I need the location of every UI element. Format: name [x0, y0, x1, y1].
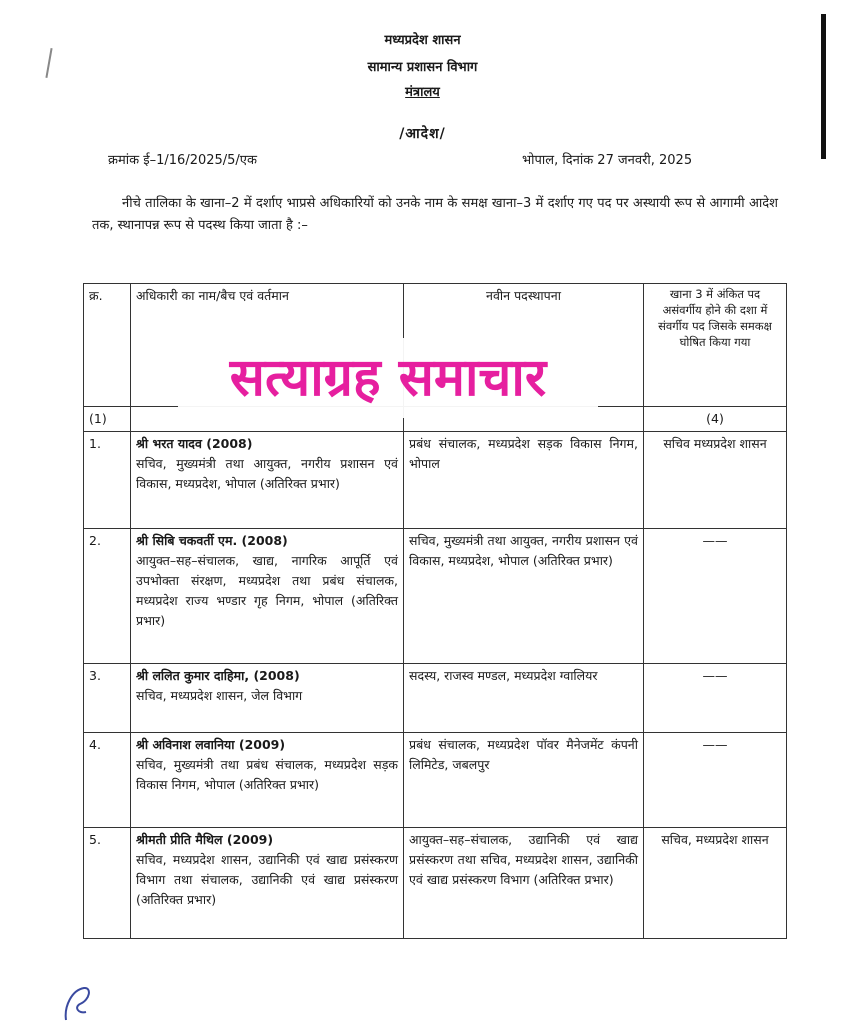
header-new-posting: नवीन पदस्थापना: [404, 284, 644, 407]
order-reference-number: क्रमांक ई–1/16/2025/5/एक: [108, 153, 257, 168]
row-serial: 4.: [84, 733, 131, 828]
row-officer: [131, 733, 404, 828]
header-department: सामान्य प्रशासन विभाग: [367, 60, 478, 75]
row-serial: 3.: [84, 664, 131, 733]
row-new-posting: [404, 529, 644, 664]
row-new-posting: [404, 733, 644, 828]
header-government: मध्यप्रदेश शासन: [384, 33, 461, 48]
row-serial: 5.: [84, 828, 131, 939]
new-posting-text: सचिव, मुख्यमंत्री तथा आयुक्त, नगरीय प्रशासन एवं विकास, मध्यप्रदेश, भोपाल (अतिरिक्त प्रभार): [409, 533, 638, 568]
order-title: /आदेश/: [399, 126, 446, 142]
row-serial: 1.: [84, 432, 131, 529]
header-secretariat: मंत्रालय: [405, 85, 440, 100]
officer-name: श्री भरत यादव (2008): [136, 436, 253, 451]
current-post: सचिव, मुख्यमंत्री तथा प्रबंध संचालक, मध्यप्रदेश सड़क विकास निगम, भोपाल (अतिरिक्त प्रभार): [136, 757, 398, 792]
header-serial: क्र.: [84, 284, 131, 407]
column-number-1: (1): [84, 407, 131, 432]
row-serial: 2.: [84, 529, 131, 664]
row-equivalent: सचिव मध्यप्रदेश शासन: [644, 432, 787, 529]
officer-name: श्री सिबि चकवर्ती एम. (2008): [136, 533, 288, 548]
row-equivalent: सचिव, मध्यप्रदेश शासन: [644, 828, 787, 939]
table-row: [84, 664, 787, 733]
row-officer: [131, 664, 404, 733]
row-officer: [131, 529, 404, 664]
order-paragraph: नीचे तालिका के खाना–2 में दर्शाए भाप्रसे अधिकारियों को उनके नाम के समक्ष खाना–3 में दर्शाए गए पद पर अस्थायी रूप से आगामी आदेश तक, स्थानापन्न रूप से पदस्थ किया जाता है :–: [92, 196, 778, 233]
officer-name: श्रीमती प्रीति मैथिल (2009): [136, 832, 274, 847]
row-equivalent: ——: [644, 529, 787, 664]
current-post: सचिव, मुख्यमंत्री तथा आयुक्त, नगरीय प्रशासन एवं विकास, मध्यप्रदेश, भोपाल (अतिरिक्त प्रभार): [136, 456, 398, 491]
current-post: आयुक्त–सह–संचालक, खाद्य, नागरिक आपूर्ति एवं उपभोक्ता संरक्षण, मध्यप्रदेश तथा प्रबंध संचालक, मध्यप्रदेश राज्य भण्डार गृह निगम, भोपाल (अतिरिक्त प्रभार): [136, 553, 398, 628]
row-new-posting: [404, 664, 644, 733]
new-posting-text: प्रबंध संचालक, मध्यप्रदेश सड़क विकास निगम, भोपाल: [409, 436, 638, 471]
table-row: [84, 432, 787, 529]
new-posting-text: आयुक्त–सह–संचालक, उद्यानिकी एवं खाद्य प्रसंस्करण तथा सचिव, मध्यप्रदेश शासन, उद्यानिकी एवं खाद्य प्रसंस्करण विभाग (अतिरिक्त प्रभार): [409, 832, 638, 887]
table-row: [84, 733, 787, 828]
watermark-overlay: सत्याग्रह समाचार: [178, 338, 598, 418]
row-equivalent: ——: [644, 664, 787, 733]
row-officer: [131, 828, 404, 939]
table-row: [84, 529, 787, 664]
column-number-4: (4): [644, 407, 787, 432]
row-equivalent: ——: [644, 733, 787, 828]
row-new-posting: [404, 432, 644, 529]
current-post: सचिव, मध्यप्रदेश शासन, जेल विभाग: [136, 688, 303, 703]
header-officer: अधिकारी का नाम/बैच एवं वर्तमान: [131, 284, 404, 407]
table-row: [84, 828, 787, 939]
row-officer: [131, 432, 404, 529]
header-equivalent-post: खाना 3 में अंकित पद असंवर्गीय होने की दशा में संवर्गीय पद जिसके समकक्ष घोषित किया गया: [644, 284, 787, 407]
officer-name: श्री अविनाश लवानिया (2009): [136, 737, 286, 752]
signature-mark: [60, 982, 98, 1022]
order-date: भोपाल, दिनांक 27 जनवरी, 2025: [522, 153, 693, 168]
new-posting-text: प्रबंध संचालक, मध्यप्रदेश पॉवर मैनेजमेंट कंपनी लिमिटेड, जबलपुर: [409, 737, 638, 772]
current-post: सचिव, मध्यप्रदेश शासन, उद्यानिकी एवं खाद्य प्रसंस्करण विभाग तथा संचालक, उद्यानिकी एवं खाद्य प्रसंस्करण (अतिरिक्त प्रभार): [136, 852, 398, 907]
new-posting-text: सदस्य, राजस्व मण्डल, मध्यप्रदेश ग्वालियर: [409, 668, 598, 683]
row-new-posting: [404, 828, 644, 939]
officer-name: श्री ललित कुमार दाहिमा, (2008): [136, 668, 300, 683]
